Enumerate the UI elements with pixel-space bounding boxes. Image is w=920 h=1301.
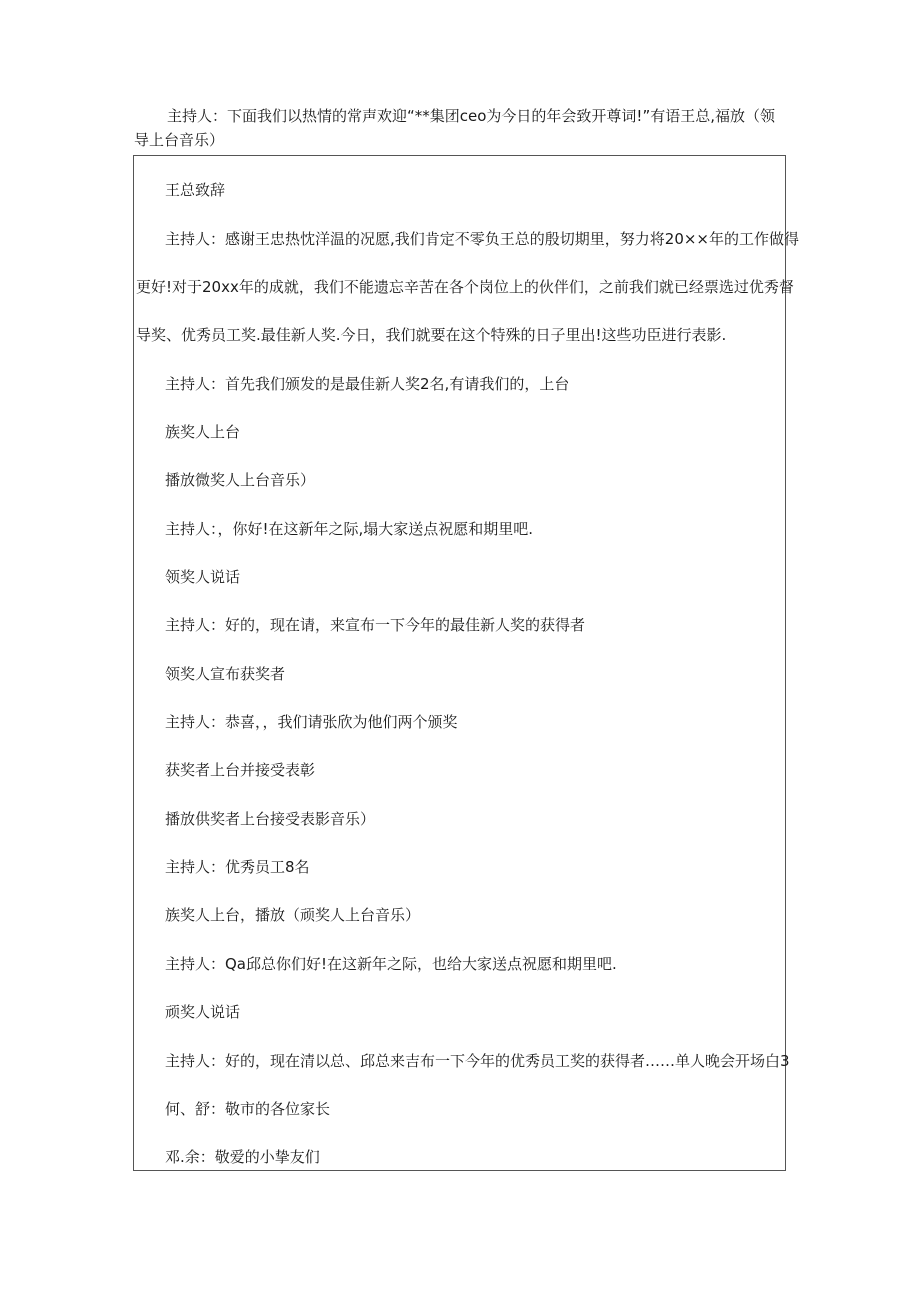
line-wang-speech: 王总致辞 xyxy=(165,181,226,199)
line-awardee-speech: 领奖人说话 xyxy=(165,568,241,586)
line-host-thanks: 主持人：感谢王忠热忱洋温的况愿,我们肯定不零负王总的殷切期里，努力将20××年的工作做得 xyxy=(165,230,799,248)
line-host-excellent: 主持人：优秀员工8名 xyxy=(165,858,310,876)
line-play-winner-music: 播放供奖者上台接受表影音乐） xyxy=(165,810,376,828)
line-winners-stage: 获奖者上台并接受表彰 xyxy=(165,761,316,779)
line-he-shu: 何、舒：敬市的各位家长 xyxy=(165,1100,331,1118)
line-awardee-speech-2: 顽奖人说话 xyxy=(165,1003,241,1021)
line-host-congrats: 主持人：恭喜，，我们请张欣为他们两个颁奖 xyxy=(165,713,458,731)
line-host-final: 主持人：好的，现在清以总、邱总来吉布一下今年的优秀员工奖的获得者……单人晚会开场白3 xyxy=(165,1052,790,1070)
line-play-music: 播放微奖人上台音乐） xyxy=(165,471,316,489)
line-achievement: 更好!对于20xx年的成就，我们不能遗忘辛苦在各个岗位上的伙伴们，之前我们就已经票选过优秀督 xyxy=(136,278,794,296)
line-host-announce: 主持人：好的，现在请，来宣布一下今年的最佳新人奖的获得者 xyxy=(165,616,586,634)
line-announce-winners: 领奖人宣布获奖者 xyxy=(165,665,286,683)
line-host-greeting: 主持人：，你好!在这新年之际,塌大家送点祝愿和期里吧. xyxy=(165,520,534,538)
line-awardee-stage: 族奖人上台 xyxy=(165,423,241,441)
line-awards-list: 导奖、优秀员工奖.最佳新人奖.今日，我们就要在这个特殊的日子里出!这些功臣进行表影. xyxy=(136,326,727,344)
line-deng-yu: 邓.余：敬爱的小挚友们 xyxy=(165,1148,320,1166)
intro-paragraph: 主持人：下面我们以热情的常声欢迎“**集团ceo为今日的年会致开尊词!”有语王总,福放（领导上台音乐） xyxy=(134,107,775,149)
line-awardee-stage-music: 族奖人上台，播放（顽奖人上台音乐） xyxy=(165,906,421,924)
line-host-qiu: 主持人：Qa邱总你们好!在这新年之际，也给大家送点祝愿和期里吧. xyxy=(165,955,617,973)
line-host-newcomer: 主持人：首先我们颁发的是最佳新人奖2名,有请我们的，上台 xyxy=(165,375,570,393)
